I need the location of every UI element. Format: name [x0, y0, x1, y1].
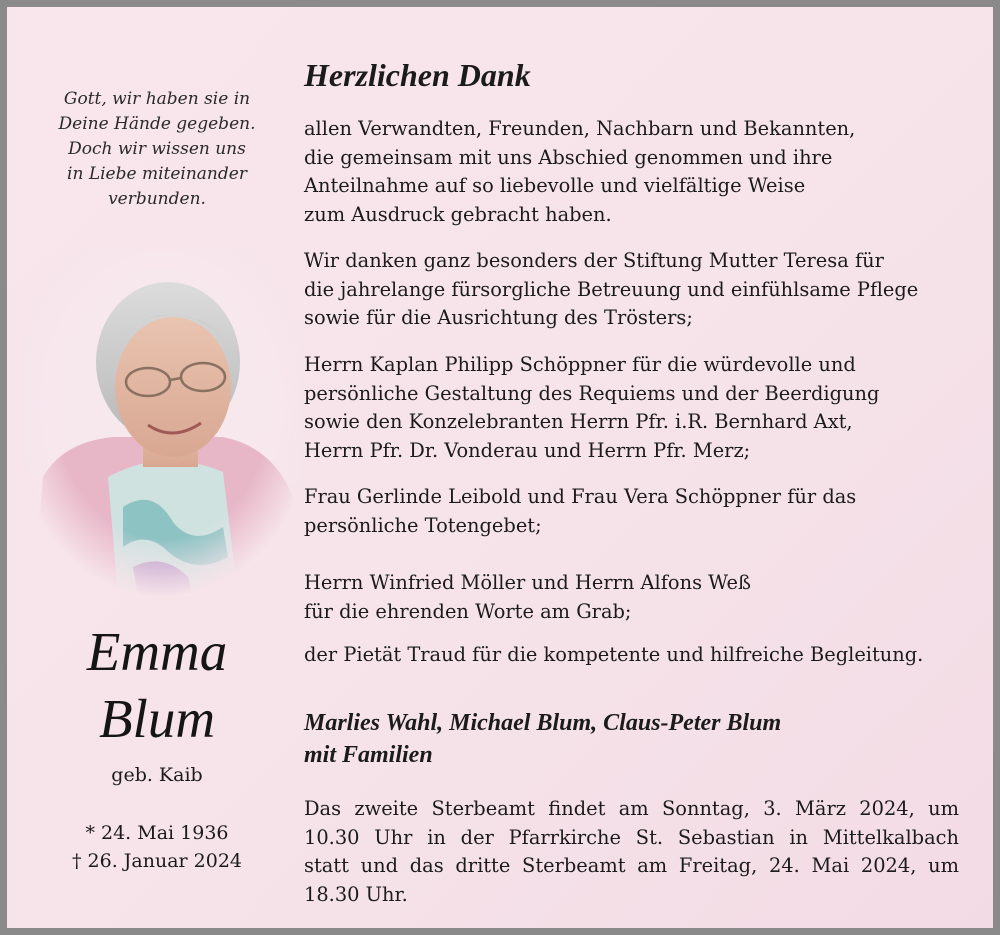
- paragraph-line: sowie für die Ausrichtung des Trösters;: [304, 306, 693, 330]
- paragraph-line: sowie den Konzelebranten Herrn Pfr. i.R. Bernhard Axt,: [304, 410, 853, 434]
- paragraph-line: persönliche Totengebet;: [304, 513, 542, 537]
- obituary-card: [7, 7, 993, 928]
- signers-line: mit Familien: [304, 742, 433, 768]
- notice-line: 18.30 Uhr.: [304, 882, 408, 906]
- thanks-paragraph: [304, 569, 959, 626]
- deceased-first-name: Emma: [86, 621, 228, 682]
- paragraph-line: der Pietät Traud für die kompetente und hilfreiche Begleitung.: [304, 643, 924, 666]
- notice-line: Das zweite Sterbeamt findet am Sonntag, 3. März 2024, um: [304, 797, 959, 820]
- paragraph-line: die jahrelange fürsorgliche Betreuung und einfühlsame Pflege: [304, 277, 919, 301]
- paragraph-line: Anteilnahme auf so liebevolle und vielfältige Weise: [304, 174, 806, 198]
- paragraph-line: Wir danken ganz besonders der Stiftung Mutter Teresa für: [304, 249, 884, 272]
- motto-line: verbunden.: [108, 189, 206, 209]
- notice-line: statt und das dritte Sterbeamt am Freitag, 24. Mai 2024, um: [304, 854, 959, 878]
- motto-line: Doch wir wissen uns: [68, 139, 246, 159]
- motto-line: Deine Hände gegeben.: [58, 114, 256, 134]
- paragraph-line: für die ehrenden Worte am Grab;: [304, 599, 632, 623]
- left-column: [7, 7, 307, 928]
- thanks-paragraph: [304, 115, 959, 229]
- notice-line: 10.30 Uhr in der Pfarrkirche St. Sebastian in Mittelkalbach: [304, 825, 959, 849]
- motto-line: Gott, wir haben sie in: [63, 89, 251, 109]
- paragraph-line: Frau Gerlinde Leibold und Frau Vera Schöppner für das: [304, 485, 857, 508]
- thanks-paragraph: [304, 247, 959, 333]
- paragraph-line: Herrn Winfried Möller und Herrn Alfons Weß: [304, 571, 751, 594]
- motto-line: in Liebe miteinander: [67, 164, 247, 184]
- paragraph-line: allen Verwandten, Freunden, Nachbarn und Bekannten,: [304, 117, 856, 140]
- portrait-photo: [23, 247, 303, 597]
- paragraph-line: persönliche Gestaltung des Requiems und der Beerdigung: [304, 381, 880, 405]
- thanks-paragraph: [304, 483, 959, 540]
- signers: [304, 707, 781, 771]
- maiden-name: geb. Kaib: [111, 764, 203, 786]
- motto-verse: [27, 87, 287, 212]
- signers-line: Marlies Wahl, Michael Blum, Claus-Peter Blum: [304, 710, 782, 736]
- paragraph-line: die gemeinsam mit uns Abschied genommen und ihre: [304, 145, 833, 169]
- death-date: † 26. Januar 2024: [71, 850, 243, 872]
- birth-date: * 24. Mai 1936: [85, 822, 229, 844]
- thanks-heading: Herzlichen Dank: [304, 57, 531, 93]
- thanks-paragraph: [304, 641, 959, 670]
- paragraph-line: zum Ausdruck gebracht haben.: [304, 202, 612, 226]
- paragraph-line: Herrn Pfr. Dr. Vonderau und Herrn Pfr. Merz;: [304, 438, 751, 462]
- thanks-paragraph: [304, 351, 959, 465]
- life-dates: [27, 819, 287, 875]
- mass-notice: [304, 795, 959, 909]
- paragraph-line: Herrn Kaplan Philipp Schöppner für die würdevolle und: [304, 353, 856, 376]
- deceased-last-name: Blum: [98, 688, 216, 749]
